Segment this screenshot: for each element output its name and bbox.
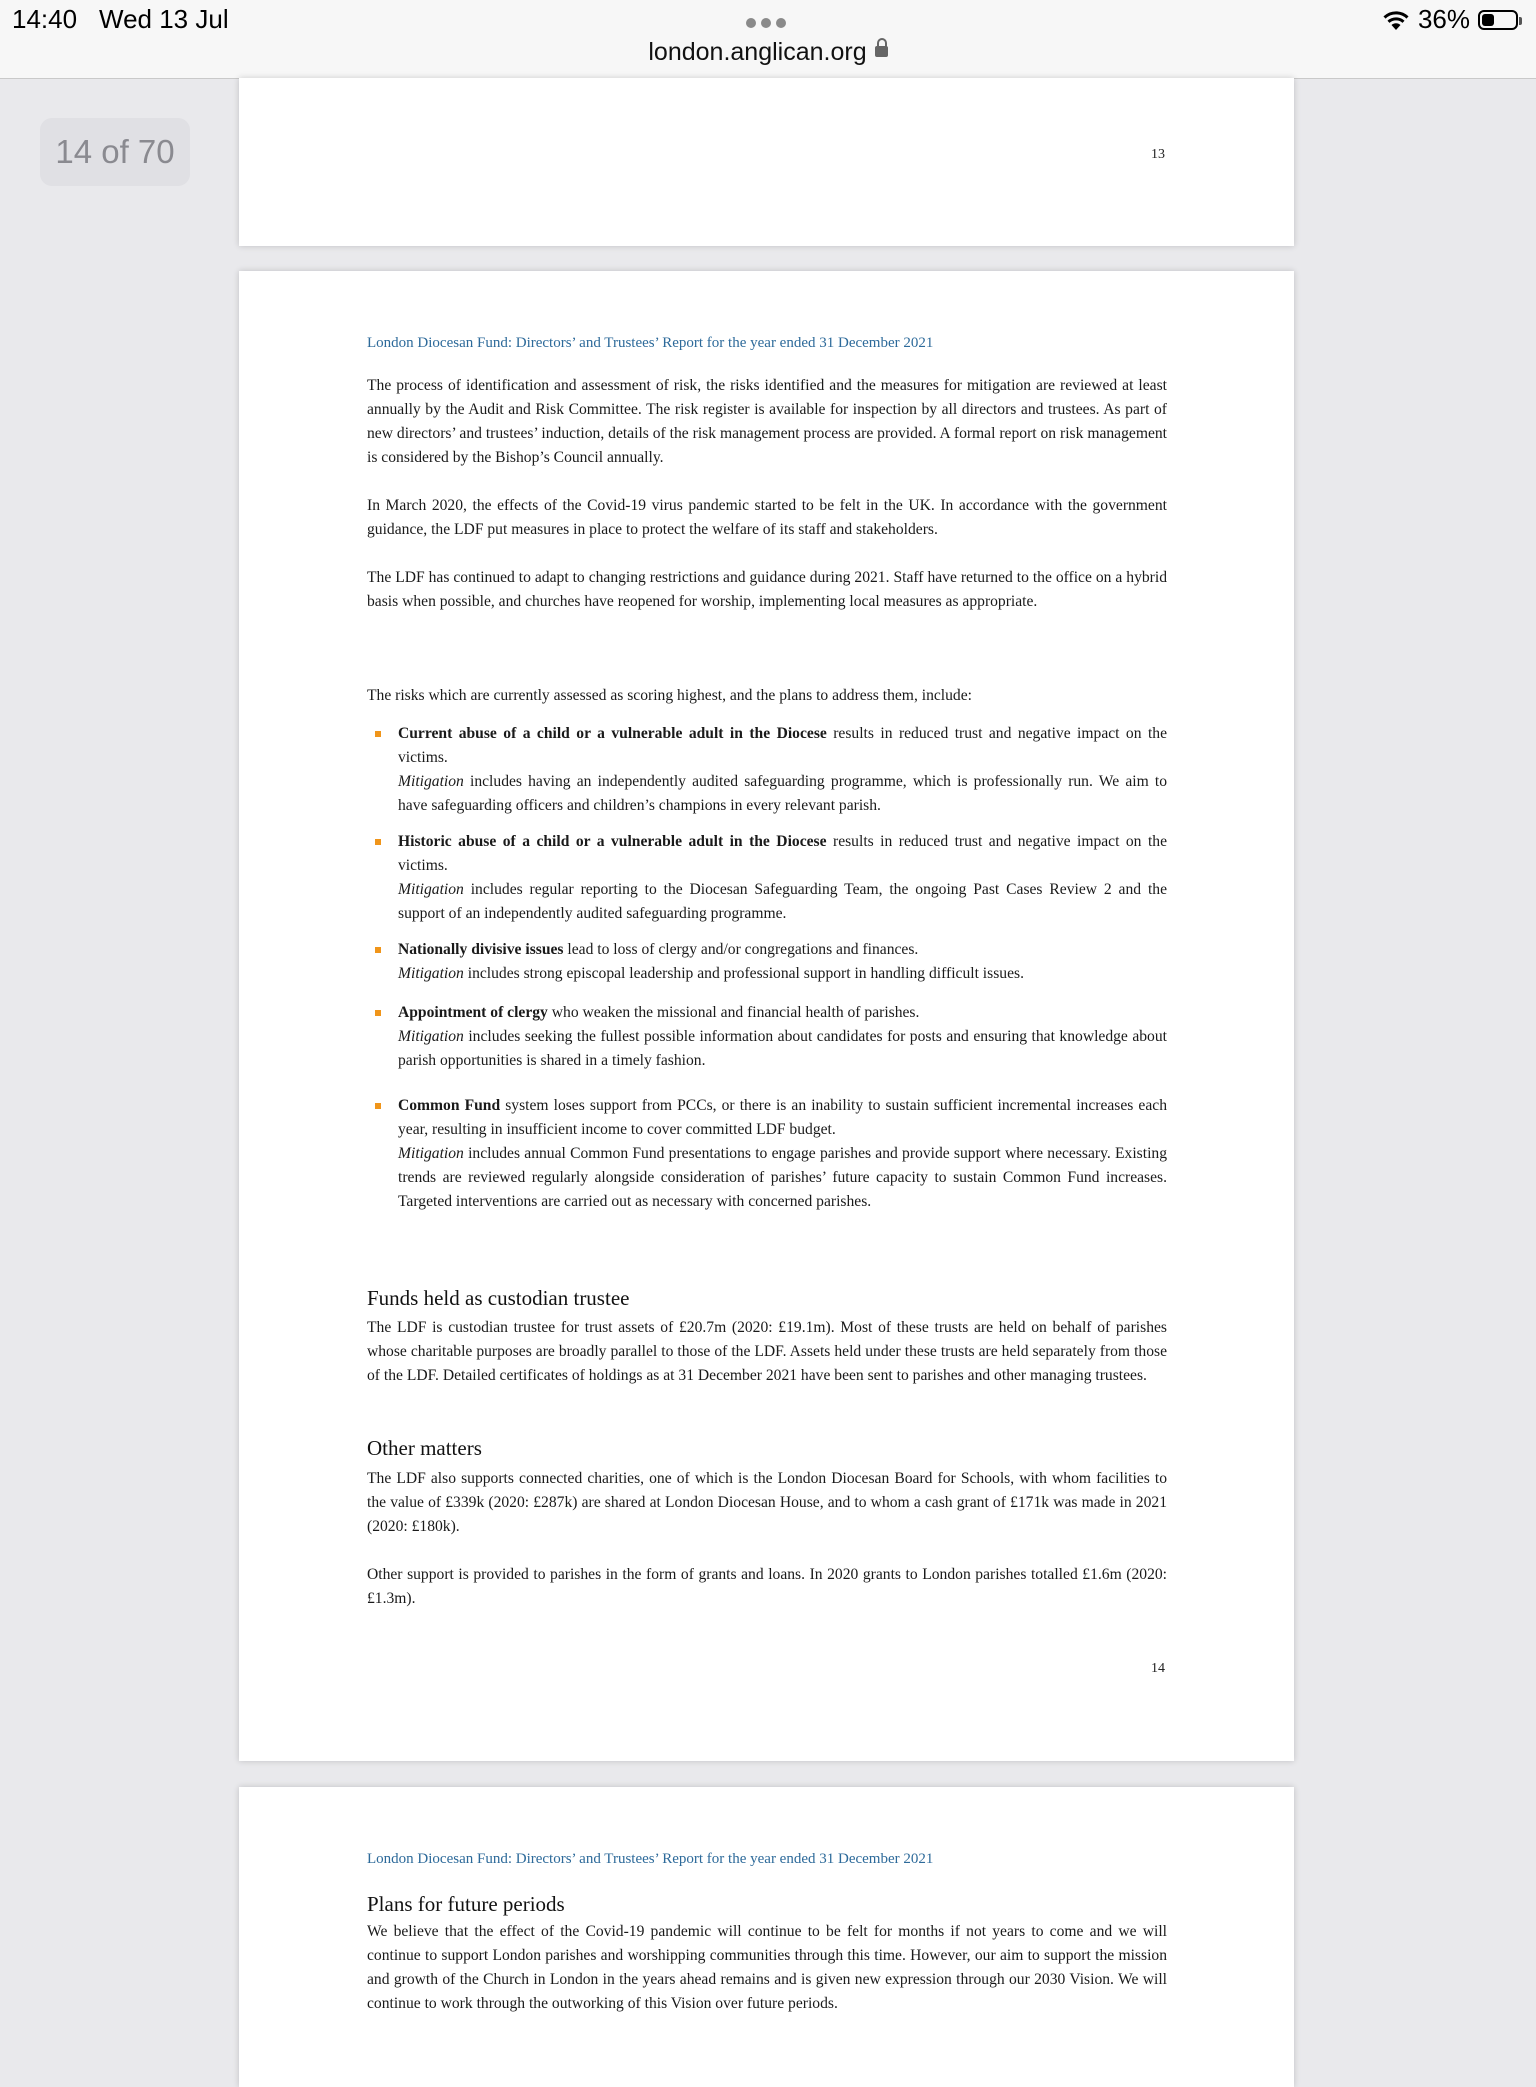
risk-item: Historic abuse of a child or a vulnerable adult in the Diocese results in reduced trust and negative impact on the victims. Mitigation includes regular reporting to the Diocesan Safeguarding Team, the ongoing Past Cases Review 2 and the support of an independently audited safeguarding programme. xyxy=(367,830,1167,926)
status-bar xyxy=(0,0,1536,79)
paragraph-covid: In March 2020, the effects of the Covid-19 virus pandemic started to be felt in the UK. In accordance with the government guidance, the LDF put measures in place to protect the welfare of its staff and stakeholders. xyxy=(367,497,1167,538)
status-date: Wed 13 Jul xyxy=(99,4,229,34)
section-heading-custodian: Funds held as custodian trustee xyxy=(367,1286,630,1310)
address-bar[interactable] xyxy=(0,38,1536,67)
paragraph-risk-process: The process of identification and assessment of risk, the risks identified and the measures for mitigation are reviewed at least annually by the Audit and Risk Committee. The risk register is available for inspection by all directors and trustees. As part of new directors’ and trustees’ induction, details of the risk management process are provided. A formal report on risk management is considered by the Bishop’s Council annually. xyxy=(367,377,1167,466)
paragraph-custodian: The LDF is custodian trustee for trust assets of £20.7m (2020: £19.1m). Most of these trusts are held on behalf of parishes whose charitable purposes are broadly parallel to those of the LDF. Assets held under these trusts are held separately from those of the LDF. Detailed certificates of holdings as at 31 December 2021 have been sent to parishes and other managing trustees. xyxy=(367,1319,1167,1384)
page-number: 14 xyxy=(1151,1661,1165,1676)
paragraph-adapt: The LDF has continued to adapt to changing restrictions and guidance during 2021. Staff have returned to the office on a hybrid basis when possible, and churches have reopened for worship, implementing local measures as appropriate. xyxy=(367,569,1167,610)
page-counter: 14 of 70 xyxy=(40,118,190,186)
status-indicators xyxy=(1382,4,1518,35)
page-number: 13 xyxy=(1151,147,1165,162)
risk-item: Nationally divisive issues lead to loss of clergy and/or congregations and finances. Mitigation includes strong episcopal leadership and professional support in handling difficult issues. xyxy=(367,938,1167,986)
url-text: london.anglican.org xyxy=(648,38,867,66)
battery-percent: 36% xyxy=(1417,4,1470,34)
section-heading-plans: Plans for future periods xyxy=(367,1892,565,1916)
risks-intro: The risks which are currently assessed as scoring highest, and the plans to address them, include: xyxy=(367,687,972,704)
paragraph-plans: We believe that the effect of the Covid-19 pandemic will continue to be felt for months if not years to come and we will continue to support London parishes and worshipping communities through this time. However, our aim to support the mission and growth of the Church in London in the years ahead remains and is given new expression through our 2030 Vision. We will continue to work through the outworking of this Vision over future periods. xyxy=(367,1923,1167,2012)
pdf-page-15 xyxy=(239,1787,1294,2087)
bullet-icon xyxy=(375,1010,381,1016)
bullet-icon xyxy=(375,731,381,737)
paragraph-other-matters: The LDF also supports connected charities, one of which is the London Diocesan Board for Schools, with whom facilities to the value of £339k (2020: £287k) are shared at London Diocesan House, and to whom a cash grant of £171k was made in 2021 (2020: £180k). xyxy=(367,1470,1167,1535)
risk-item: Common Fund system loses support from PCCs, or there is an inability to sustain sufficient incremental increases each year, resulting in insufficient income to cover committed LDF budget. Mitigation includes annual Common Fund presentations to engage parishes and provide support where necessary. Existing trends are reviewed regularly alongside consideration of parishes’ future capacity to sustain Common Fund increases. Targeted interventions are carried out as necessary with concerned parishes. xyxy=(367,1094,1167,1214)
running-header: London Diocesan Fund: Directors’ and Trustees’ Report for the year ended 31 December 2021 xyxy=(367,1851,934,1867)
paragraph-other-support: Other support is provided to parishes in the form of grants and loans. In 2020 grants to London parishes totalled £1.6m (2020: £1.3m). xyxy=(367,1566,1167,1607)
section-heading-other-matters: Other matters xyxy=(367,1436,482,1460)
pdf-page-14 xyxy=(239,271,1294,1761)
bullet-icon xyxy=(375,839,381,845)
lock-icon xyxy=(875,46,888,57)
risk-item: Appointment of clergy who weaken the missional and financial health of parishes. Mitigation includes seeking the fullest possible information about candidates for posts and ensuring that knowledge about parish opportunities is shared in a timely fashion. xyxy=(367,1001,1167,1073)
wifi-icon xyxy=(1382,9,1410,31)
battery-icon xyxy=(1478,10,1518,30)
status-time: 14:40 xyxy=(12,4,78,34)
running-header: London Diocesan Fund: Directors’ and Trustees’ Report for the year ended 31 December 2021 xyxy=(367,335,934,351)
pdf-page-13 xyxy=(239,78,1294,246)
bullet-icon xyxy=(375,1103,381,1109)
more-options-icon[interactable] xyxy=(746,18,786,28)
risk-item: Current abuse of a child or a vulnerable adult in the Diocese results in reduced trust and negative impact on the victims. Mitigation includes having an independently audited safeguarding programme, which is professionally run. We aim to have safeguarding officers and children’s champions in every relevant parish. xyxy=(367,722,1167,818)
bullet-icon xyxy=(375,947,381,953)
